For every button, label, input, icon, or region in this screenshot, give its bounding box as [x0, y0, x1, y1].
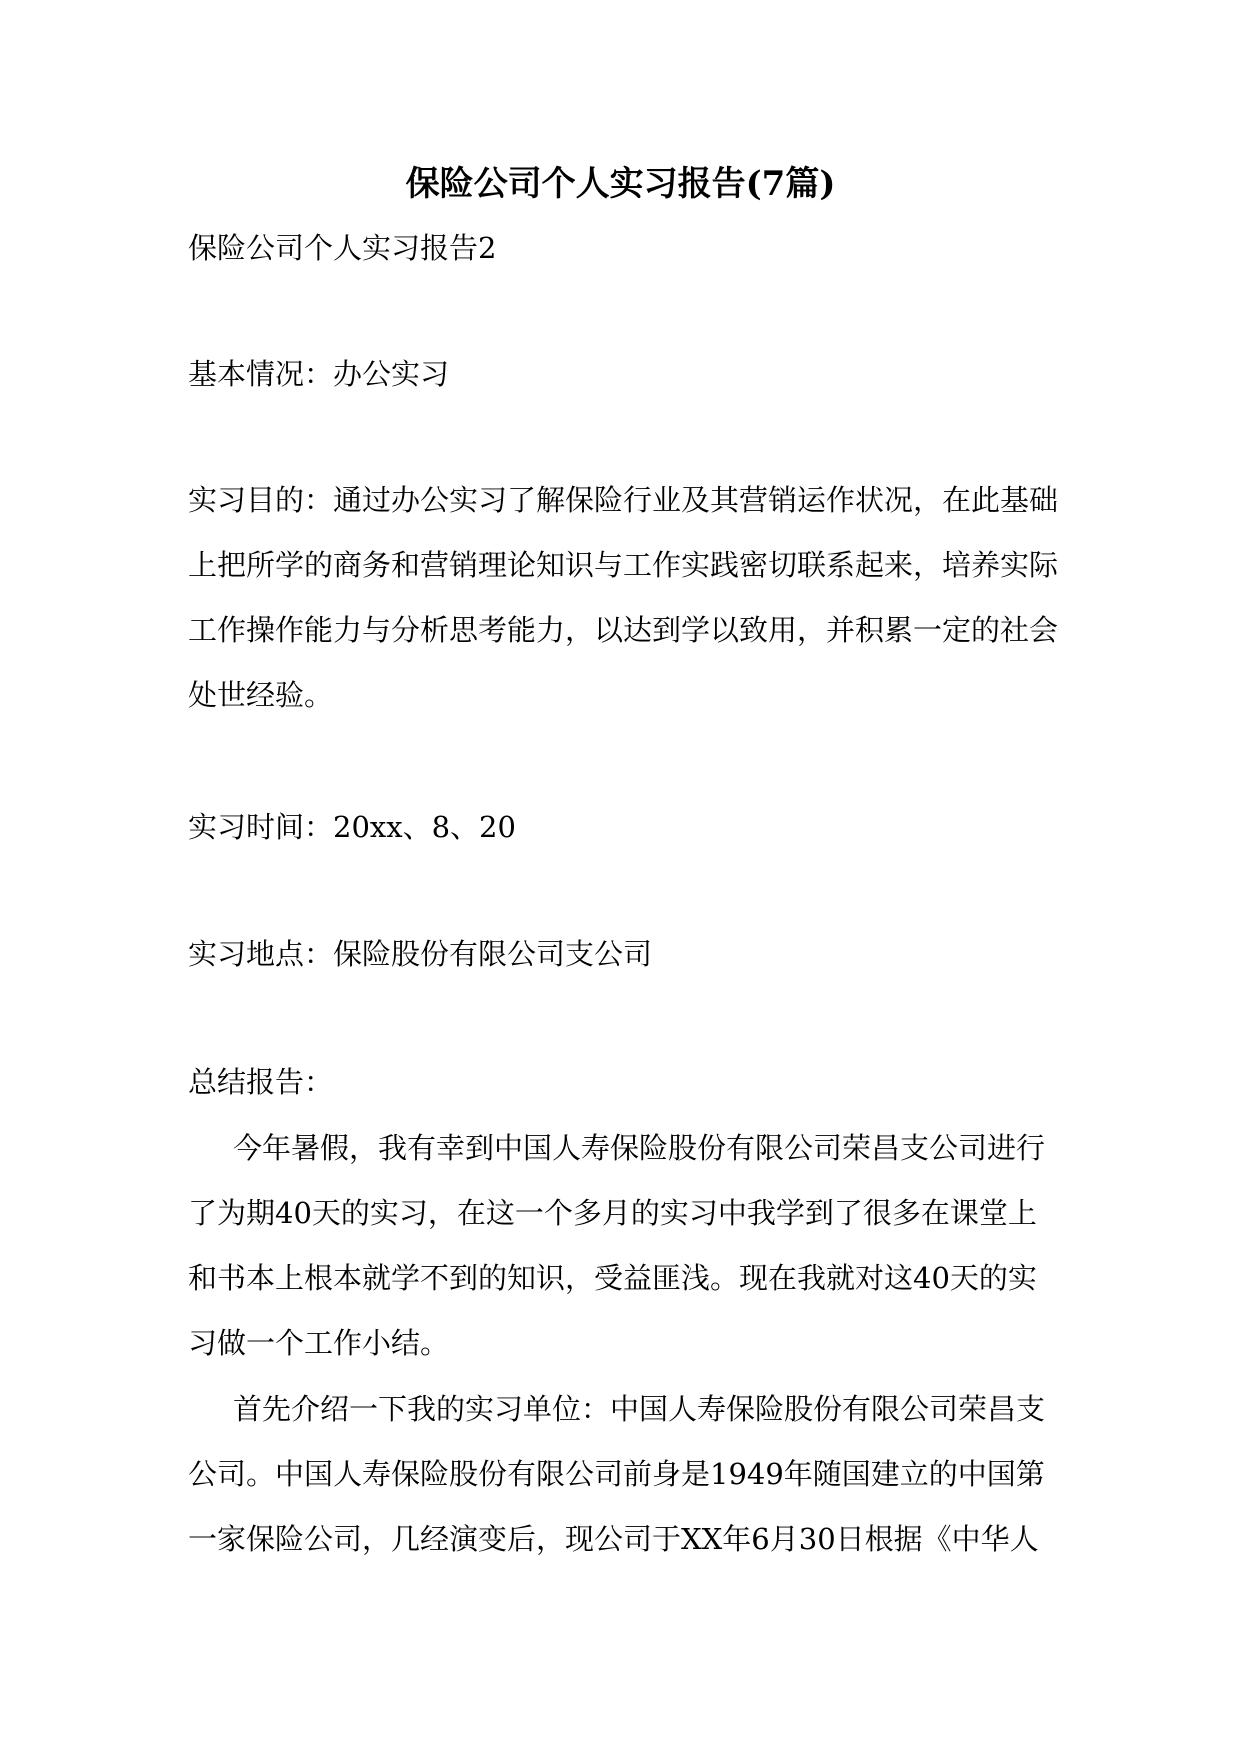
purpose-line: 实习目的：通过办公实习了解保险行业及其营销运作状况，在此基础: [188, 483, 1059, 517]
summary-heading: 总结报告：: [188, 1065, 334, 1099]
purpose-line: 工作操作能力与分析思考能力，以达到学以致用，并积累一定的社会: [188, 613, 1059, 647]
internship-time-line: 实习时间：20xx、8、20: [188, 810, 516, 844]
paragraph-line: 了为期40天的实习，在这一个多月的实习中我学到了很多在课堂上: [188, 1196, 1037, 1230]
basic-info-line: 基本情况：办公实习: [188, 357, 450, 391]
paragraph-line: 习做一个工作小结。: [188, 1326, 450, 1360]
paragraph-line: 首先介绍一下我的实习单位：中国人寿保险股份有限公司荣昌支: [233, 1392, 1046, 1426]
report-subtitle: 保险公司个人实习报告2: [188, 231, 497, 265]
document-title: 保险公司个人实习报告(7篇): [405, 164, 836, 204]
purpose-line: 上把所学的商务和营销理论知识与工作实践密切联系起来，培养实际: [188, 548, 1059, 582]
paragraph-line: 今年暑假，我有幸到中国人寿保险股份有限公司荣昌支公司进行: [233, 1131, 1046, 1165]
internship-location-line: 实习地点：保险股份有限公司支公司: [188, 937, 653, 971]
paragraph-line: 和书本上根本就学不到的知识，受益匪浅。现在我就对这40天的实: [188, 1261, 1037, 1295]
paragraph-line: 公司。中国人寿保险股份有限公司前身是1949年随国建立的中国第: [188, 1457, 1045, 1491]
paragraph-line: 一家保险公司，几经演变后，现公司于XX年6月30日根据《中华人: [188, 1522, 1039, 1556]
purpose-line: 处世经验。: [188, 678, 334, 712]
